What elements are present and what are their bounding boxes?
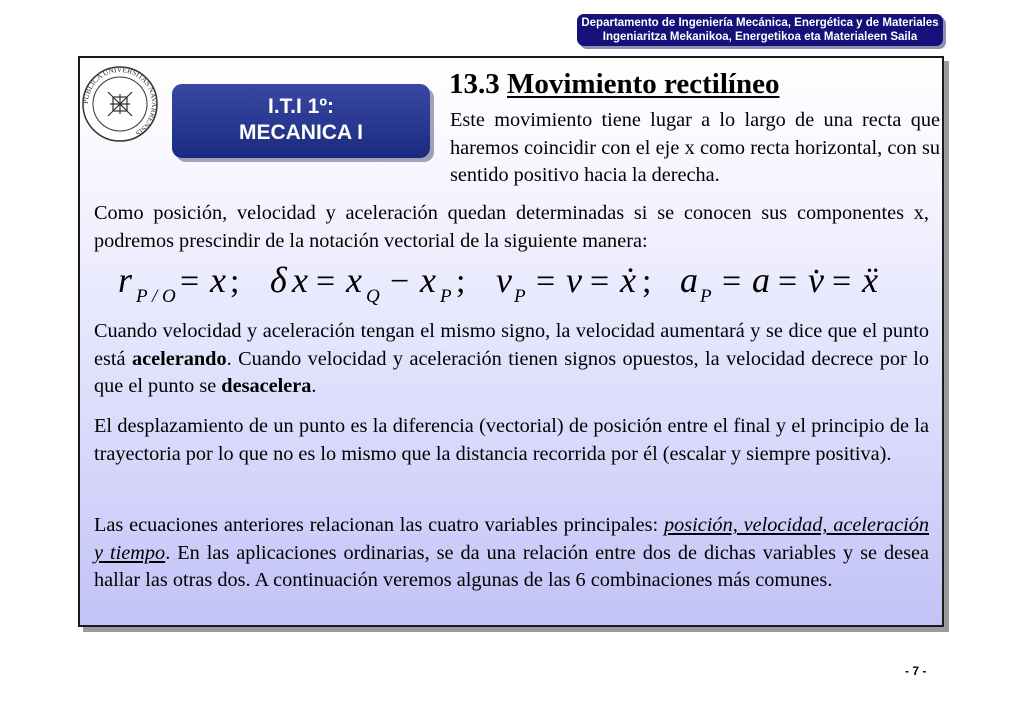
section-title-text: Movimiento rectilíneo	[507, 68, 780, 100]
displacement-paragraph: El desplazamiento de un punto es la diferencia (vectorial) de posición entre el final y el principio de la trayectoria por lo que no es lo mismo que la distancia recorrida por él (escalar y siempre positiva).	[94, 415, 929, 465]
equations-paragraph	[94, 512, 929, 595]
intro-paragraph: Este movimiento tiene lugar a lo largo de una recta que haremos coincidir con el eje x como recta horizontal, con su sentido positivo hacia la derecha.	[450, 109, 940, 186]
eq-equals-4: =	[590, 263, 610, 300]
eq-r: r	[118, 260, 133, 300]
eq-p-sub-1: P	[440, 286, 452, 307]
course-badge-line2: MECANICA I	[238, 121, 364, 144]
eq-equals-1: =	[180, 263, 200, 300]
course-badge-line1: I.T.I 1º:	[267, 95, 334, 118]
eq-a: a	[752, 260, 770, 300]
page-number: - 7 -	[905, 664, 927, 678]
eq-p-sub-2: P	[514, 286, 526, 307]
seal-text: PUBLICA UNIVERSITAS NAVARRENSIS	[80, 64, 160, 139]
eq-x-ddot: ẍ	[862, 260, 878, 300]
section-title	[449, 68, 779, 101]
university-seal-icon	[80, 64, 160, 144]
equations-text-2: . En las aplicaciones ordinarias, se da una relación entre dos de dichas variables y se desea hallar las otras dos. A continuación veremos algunas de las 6 combinaciones más comunes.	[94, 541, 929, 591]
department-name-basque: Ingeniaritza Mekanikoa, Energetikoa eta Materialeen Saila	[602, 31, 918, 43]
kinematics-equation	[118, 258, 938, 308]
section-number: 13.3	[449, 68, 500, 100]
eq-semicolon-3: ;	[642, 263, 652, 300]
eq-equals-7: =	[832, 263, 852, 300]
eq-x-p: x	[420, 260, 436, 300]
eq-x-dot: ẋ	[620, 260, 636, 300]
department-header	[577, 14, 943, 46]
eq-x-2: x	[292, 260, 308, 300]
eq-equals-5: =	[722, 263, 742, 300]
course-badge	[172, 84, 430, 158]
eq-minus: −	[390, 263, 410, 300]
acceleration-paragraph	[94, 318, 929, 401]
eq-q-sub: Q	[366, 286, 380, 307]
eq-delta: δ	[270, 260, 287, 300]
eq-a-p: a	[680, 260, 698, 300]
eq-equals-3: =	[536, 263, 556, 300]
department-name-spanish: Departamento de Ingeniería Mecánica, Energética y de Materiales	[581, 17, 939, 29]
accel-term-desacelera: desacelera	[221, 375, 312, 397]
accel-text-1: Cuando velocidad y aceleración tengan el mismo signo, la velocidad aumentará y se dice que el punto está	[94, 320, 929, 370]
accel-text-3: .	[311, 375, 317, 397]
accel-term-acelerando: acelerando	[131, 347, 227, 370]
eq-equals-6: =	[778, 263, 798, 300]
eq-semicolon-2: ;	[456, 263, 466, 300]
variables-list: posición, velocidad, aceleración y tiempo	[94, 514, 929, 564]
eq-x-q: x	[346, 260, 362, 300]
equations-text-1: Las ecuaciones anteriores relacionan las cuatro variables principales:	[94, 514, 664, 536]
eq-v-dot: v̇	[808, 260, 824, 300]
eq-v: v	[566, 260, 582, 300]
notation-paragraph: Como posición, velocidad y aceleración quedan determinadas si se conocen sus componentes x, podremos prescindir de la notación vectorial de la siguiente manera:	[94, 202, 929, 252]
accel-text-2: . Cuando velocidad y aceleración tienen signos opuestos, la velocidad decrece por lo que el punto se	[94, 347, 929, 397]
eq-p-sub-3: P	[700, 286, 712, 307]
eq-equals-2: =	[316, 263, 336, 300]
eq-r-sub: P / O	[136, 286, 176, 307]
eq-x-1: x	[210, 260, 226, 300]
eq-semicolon-1: ;	[230, 263, 240, 300]
eq-v-p: v	[496, 260, 512, 300]
